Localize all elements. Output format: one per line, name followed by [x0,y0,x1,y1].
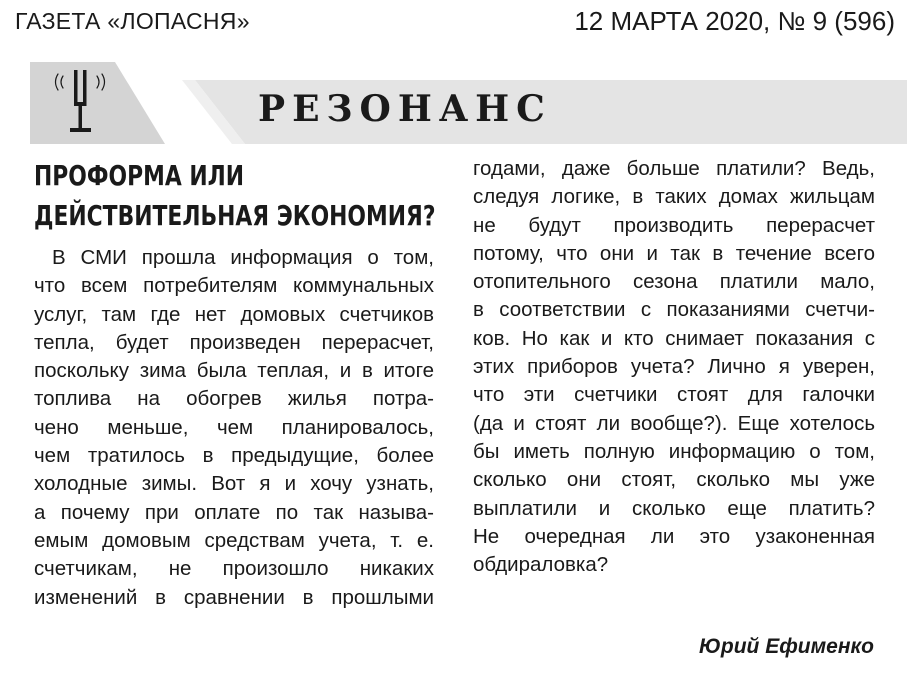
text-line: тепла, будет произведен перерасчет, [34,330,434,354]
text-line: услуг, там где нет домовых счетчиков [34,302,434,326]
article-title [34,156,455,236]
text-line: следуя логике, в таких домах жильцам [473,185,875,209]
text-line: В СМИ прошла информация о том, [52,246,434,269]
article-title-line: ДЕЙСТВИТЕЛЬНАЯ ЭКОНОМИЯ? [34,199,436,232]
article-title-line: ПРОФОРМА ИЛИ [34,159,245,192]
text-line: счетчикам, не произошло никаких [34,557,434,581]
text-line: потому, что они и так в течение всего [473,241,875,265]
text-line: в соответствии с показаниями счетчи- [473,298,875,322]
text-line: что всем потребителям коммунальных [34,274,434,298]
text-line: а почему при оплате по так называ- [34,500,434,524]
text-line: этих приборов учета? Лично я уверен, [473,355,875,379]
newspaper-name: ГАЗЕТА «ЛОПАСНЯ» [15,8,250,34]
text-line: ков. Но как и кто снимает показания с [473,326,875,350]
article-column-2 [473,155,875,579]
text-line: бы иметь полную информацию о том, [473,439,875,463]
text-line: холодные зимы. Вот я и хочу узнать, [34,472,434,496]
article-author: Юрий Ефименко [699,635,874,658]
text-line: емым домовым средствам учета, т. е. [34,528,434,552]
text-line: чено меньше, чем планировалось, [34,415,434,439]
tuning-fork-icon [50,64,130,144]
text-line: годами, даже больше платили? Ведь, [473,157,875,180]
issue-date-number: 12 МАРТА 2020, № 9 (596) [574,6,895,36]
rubric-banner [0,62,907,152]
text-line: топлива на обогрев жилья потра- [34,387,434,411]
text-line: не будут производить перерасчет [473,213,875,237]
text-line: отопительного сезона платили мало, [473,270,875,294]
text-line: изменений в сравнении в прошлыми [34,585,434,609]
text-line: выплатили и сколько еще платить? [473,496,875,520]
text-line: сколько они стоят, сколько мы уже [473,468,875,492]
article-column-1 [34,244,434,612]
text-line: поскольку зима была теплая, и в итоге [34,359,434,383]
text-line: обдираловка? [473,553,609,577]
rubric-title: РЕЗОНАНС [258,88,552,130]
text-line: что эти счетчики стоят для галочки [473,383,875,407]
text-line: (да и стоят ли вообще?). Еще хотелось [473,411,875,435]
text-line: чем тратилось в предыдущие, более [34,444,434,468]
text-line: Не очередная ли это узаконенная [473,524,875,548]
